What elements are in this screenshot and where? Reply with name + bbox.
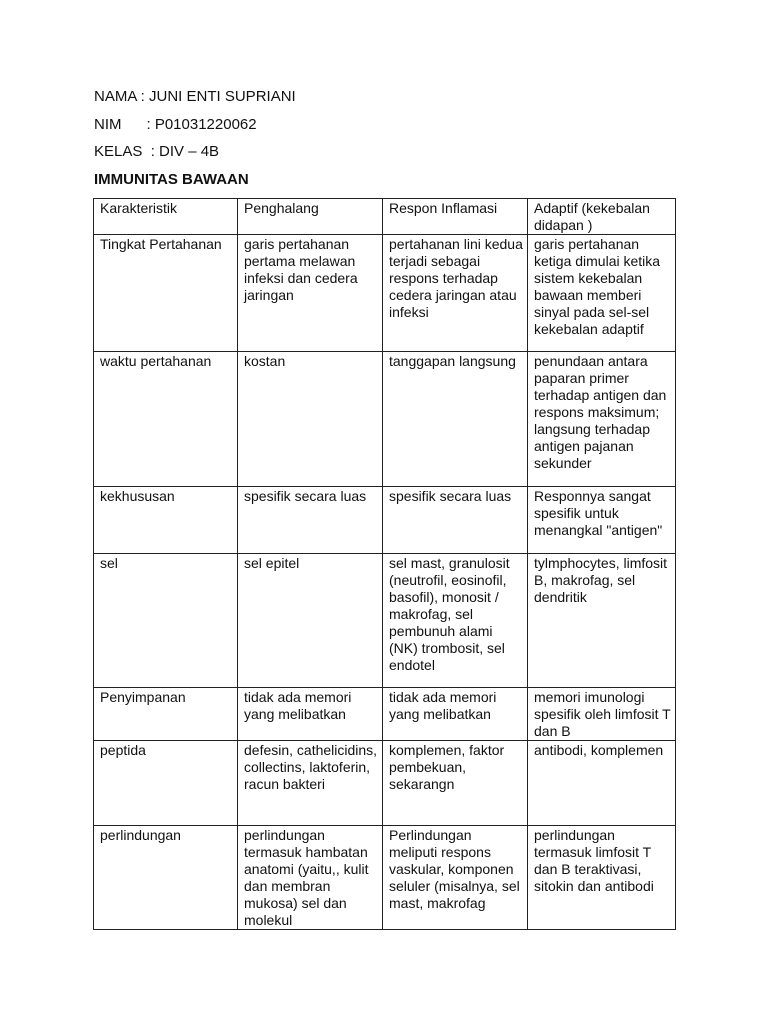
table-cell: perlindungan termasuk hambatan anatomi (yaitu,, kulit dan membran mukosa) sel dan molekul xyxy=(238,826,383,930)
table-row xyxy=(94,352,676,487)
table-cell: perlindungan termasuk limfosit T dan B teraktivasi, sitokin dan antibodi xyxy=(528,826,676,930)
immunity-comparison-table xyxy=(93,198,676,930)
table-cell: spesifik secara luas xyxy=(383,487,528,554)
table-row xyxy=(94,826,676,930)
student-class-line: KELAS : DIV – 4B xyxy=(94,143,220,160)
document-heading: IMMUNITAS BAWAAN xyxy=(94,171,249,188)
table-cell: Perlindungan meliputi respons vaskular, komponen seluler (misalnya, sel mast, makrofag xyxy=(383,826,528,930)
table-cell: tylmphocytes, limfosit B, makrofag, sel dendritik xyxy=(528,554,676,688)
column-header-adaptif: Adaptif (kekebalan didapan ) xyxy=(528,199,676,235)
student-nim-line: NIM : P01031220062 xyxy=(94,116,257,133)
table-cell: peptida xyxy=(94,741,238,826)
table-cell: sel epitel xyxy=(238,554,383,688)
column-header-respon-inflamasi: Respon Inflamasi xyxy=(383,199,528,235)
table-cell: Tingkat Pertahanan xyxy=(94,235,238,352)
table-cell: penundaan antara paparan primer terhadap antigen dan respons maksimum; langsung terhadap antigen pajanan sekunder xyxy=(528,352,676,487)
table-cell: pertahanan lini kedua terjadi sebagai respons terhadap cedera jaringan atau infeksi xyxy=(383,235,528,352)
table-row xyxy=(94,554,676,688)
table-cell: sel xyxy=(94,554,238,688)
table-header-row xyxy=(94,199,676,235)
table-cell: waktu pertahanan xyxy=(94,352,238,487)
table-cell: spesifik secara luas xyxy=(238,487,383,554)
table-cell: Responnya sangat spesifik untuk menangkal "antigen" xyxy=(528,487,676,554)
column-header-penghalang: Penghalang xyxy=(238,199,383,235)
table-cell: Penyimpanan xyxy=(94,688,238,741)
table-cell: defesin, cathelicidins, collectins, laktoferin, racun bakteri xyxy=(238,741,383,826)
table-row xyxy=(94,688,676,741)
table-cell: perlindungan xyxy=(94,826,238,930)
table-cell: kekhususan xyxy=(94,487,238,554)
table-cell: garis pertahanan pertama melawan infeksi dan cedera jaringan xyxy=(238,235,383,352)
table-cell: tidak ada memori yang melibatkan xyxy=(238,688,383,741)
table-cell: kostan xyxy=(238,352,383,487)
table-cell: garis pertahanan ketiga dimulai ketika sistem kekebalan bawaan memberi sinyal pada sel-sel kekebalan adaptif xyxy=(528,235,676,352)
table-cell: sel mast, granulosit (neutrofil, eosinofil, basofil), monosit / makrofag, sel pembunuh alami (NK) trombosit, sel endotel xyxy=(383,554,528,688)
table-cell: antibodi, komplemen xyxy=(528,741,676,826)
table-cell: tidak ada memori yang melibatkan xyxy=(383,688,528,741)
table-row xyxy=(94,235,676,352)
column-header-karakteristik: Karakteristik xyxy=(94,199,238,235)
table-row xyxy=(94,741,676,826)
table-cell: memori imunologi spesifik oleh limfosit T dan B xyxy=(528,688,676,741)
table-cell: komplemen, faktor pembekuan, sekarangn xyxy=(383,741,528,826)
student-name-line: NAMA : JUNI ENTI SUPRIANI xyxy=(94,88,296,105)
table-cell: tanggapan langsung xyxy=(383,352,528,487)
table-row xyxy=(94,487,676,554)
